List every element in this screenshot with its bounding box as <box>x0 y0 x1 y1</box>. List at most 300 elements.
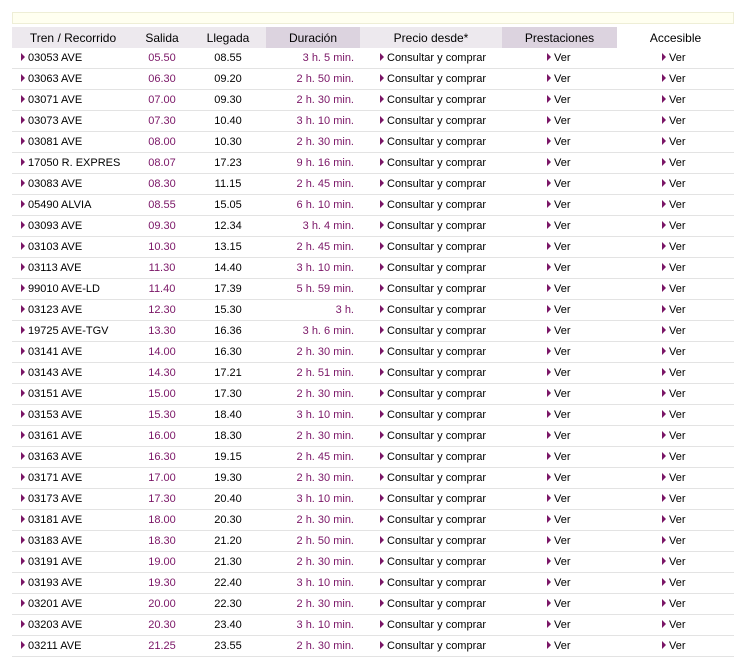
triangle-right-icon <box>380 347 384 355</box>
services-view-link[interactable] <box>547 220 571 232</box>
services-view-label: Ver <box>554 178 571 190</box>
price-consult-label: Consultar y comprar <box>387 514 487 526</box>
price-consult-cell <box>360 552 502 573</box>
price-consult-link[interactable] <box>380 619 486 631</box>
accessible-view-label: Ver <box>669 598 686 610</box>
triangle-right-icon <box>547 242 551 250</box>
triangle-right-icon <box>380 95 384 103</box>
triangle-right-icon <box>547 347 551 355</box>
triangle-right-icon <box>662 53 666 61</box>
services-view-cell <box>502 174 617 195</box>
duration: 2 h. 45 min. <box>266 447 360 468</box>
services-view-label: Ver <box>554 136 571 148</box>
train-link[interactable] <box>21 535 82 547</box>
accessible-view-link[interactable] <box>662 157 686 169</box>
price-consult-cell <box>360 636 502 657</box>
services-view-link[interactable] <box>547 136 571 148</box>
train-link[interactable] <box>21 283 100 295</box>
price-consult-link[interactable] <box>380 220 486 232</box>
services-view-cell <box>502 195 617 216</box>
train-link[interactable] <box>21 493 82 505</box>
accessible-view-link[interactable] <box>662 94 686 106</box>
arrival-time: 15.05 <box>190 195 266 216</box>
accessible-view-label: Ver <box>669 367 686 379</box>
services-view-link[interactable] <box>547 619 571 631</box>
train-cell <box>12 342 134 363</box>
train-cell <box>12 174 134 195</box>
triangle-right-icon <box>547 95 551 103</box>
price-consult-link[interactable] <box>380 598 486 610</box>
departure-time: 19.00 <box>134 552 190 573</box>
accessible-view-link[interactable] <box>662 598 686 610</box>
price-consult-cell <box>360 258 502 279</box>
train-link[interactable] <box>21 472 82 484</box>
price-consult-link[interactable] <box>380 535 486 547</box>
price-consult-label: Consultar y comprar <box>387 451 487 463</box>
accessible-view-link[interactable] <box>662 346 686 358</box>
departure-time: 16.30 <box>134 447 190 468</box>
accessible-view-cell <box>617 426 734 447</box>
arrival-time: 09.30 <box>190 90 266 111</box>
table-row <box>12 300 734 321</box>
price-consult-cell <box>360 531 502 552</box>
duration: 3 h. 10 min. <box>266 258 360 279</box>
duration: 5 h. 59 min. <box>266 279 360 300</box>
price-consult-cell <box>360 594 502 615</box>
departure-time: 06.30 <box>134 69 190 90</box>
triangle-right-icon <box>547 74 551 82</box>
price-consult-cell <box>360 510 502 531</box>
services-view-link[interactable] <box>547 577 571 589</box>
triangle-right-icon <box>662 389 666 397</box>
price-consult-link[interactable] <box>380 241 486 253</box>
accessible-view-link[interactable] <box>662 451 686 463</box>
triangle-right-icon <box>662 620 666 628</box>
departure-time: 08.00 <box>134 132 190 153</box>
accessible-view-cell <box>617 69 734 90</box>
triangle-right-icon <box>547 200 551 208</box>
triangle-right-icon <box>547 284 551 292</box>
services-view-link[interactable] <box>547 388 571 400</box>
train-cell <box>12 573 134 594</box>
accessible-view-cell <box>617 573 734 594</box>
train-link[interactable] <box>21 262 81 274</box>
services-view-cell <box>502 216 617 237</box>
duration: 2 h. 30 min. <box>266 342 360 363</box>
train-link[interactable] <box>21 598 82 610</box>
accessible-view-cell <box>617 552 734 573</box>
triangle-right-icon <box>21 116 25 124</box>
triangle-right-icon <box>662 557 666 565</box>
duration: 2 h. 30 min. <box>266 636 360 657</box>
price-consult-link[interactable] <box>380 73 486 85</box>
train-link[interactable] <box>21 157 120 169</box>
train-link[interactable] <box>21 304 82 316</box>
accessible-view-link[interactable] <box>662 493 686 505</box>
price-consult-cell <box>360 132 502 153</box>
services-view-label: Ver <box>554 472 571 484</box>
triangle-right-icon <box>662 326 666 334</box>
top-bar <box>12 12 734 24</box>
accessible-view-link[interactable] <box>662 262 686 274</box>
triangle-right-icon <box>662 494 666 502</box>
triangle-right-icon <box>662 158 666 166</box>
services-view-link[interactable] <box>547 535 571 547</box>
price-consult-link[interactable] <box>380 199 486 211</box>
services-view-link[interactable] <box>547 304 571 316</box>
triangle-right-icon <box>662 578 666 586</box>
accessible-view-link[interactable] <box>662 535 686 547</box>
services-view-label: Ver <box>554 52 571 64</box>
triangle-right-icon <box>21 347 25 355</box>
header-price: Precio desde* <box>360 27 502 48</box>
triangle-right-icon <box>662 242 666 250</box>
triangle-right-icon <box>21 221 25 229</box>
triangle-right-icon <box>21 242 25 250</box>
train-cell <box>12 636 134 657</box>
departure-time: 07.00 <box>134 90 190 111</box>
triangle-right-icon <box>662 473 666 481</box>
price-consult-label: Consultar y comprar <box>387 157 487 169</box>
accessible-view-link[interactable] <box>662 199 686 211</box>
price-consult-cell <box>360 573 502 594</box>
price-consult-link[interactable] <box>380 556 486 568</box>
accessible-view-cell <box>617 237 734 258</box>
departure-time: 18.30 <box>134 531 190 552</box>
price-consult-cell <box>360 111 502 132</box>
duration: 3 h. 10 min. <box>266 111 360 132</box>
services-view-cell <box>502 153 617 174</box>
triangle-right-icon <box>21 578 25 586</box>
accessible-view-label: Ver <box>669 577 686 589</box>
accessible-view-link[interactable] <box>662 640 686 652</box>
services-view-link[interactable] <box>547 367 571 379</box>
accessible-view-label: Ver <box>669 136 686 148</box>
train-link[interactable] <box>21 619 82 631</box>
accessible-view-link[interactable] <box>662 388 686 400</box>
train-link[interactable] <box>21 367 82 379</box>
price-consult-link[interactable] <box>380 304 486 316</box>
accessible-view-link[interactable] <box>662 73 686 85</box>
services-view-link[interactable] <box>547 241 571 253</box>
triangle-right-icon <box>380 410 384 418</box>
train-link[interactable] <box>21 640 81 652</box>
services-view-label: Ver <box>554 325 571 337</box>
train-label: 05490 ALVIA <box>28 199 92 211</box>
departure-time: 17.00 <box>134 468 190 489</box>
duration: 2 h. 45 min. <box>266 237 360 258</box>
services-view-link[interactable] <box>547 514 571 526</box>
duration: 2 h. 30 min. <box>266 384 360 405</box>
train-link[interactable] <box>21 199 91 211</box>
price-consult-label: Consultar y comprar <box>387 346 487 358</box>
accessible-view-label: Ver <box>669 409 686 421</box>
train-link[interactable] <box>21 115 82 127</box>
train-link[interactable] <box>21 241 82 253</box>
services-view-cell <box>502 384 617 405</box>
train-label: 03073 AVE <box>28 115 83 127</box>
departure-time: 11.40 <box>134 279 190 300</box>
price-consult-cell <box>360 279 502 300</box>
train-cell <box>12 321 134 342</box>
triangle-right-icon <box>547 305 551 313</box>
services-view-label: Ver <box>554 409 571 421</box>
accessible-view-label: Ver <box>669 94 686 106</box>
table-row <box>12 279 734 300</box>
accessible-view-link[interactable] <box>662 304 686 316</box>
services-view-link[interactable] <box>547 556 571 568</box>
train-link[interactable] <box>21 430 82 442</box>
accessible-view-label: Ver <box>669 451 686 463</box>
price-consult-link[interactable] <box>380 409 486 421</box>
accessible-view-link[interactable] <box>662 241 686 253</box>
triangle-right-icon <box>662 263 666 271</box>
services-view-label: Ver <box>554 304 571 316</box>
train-label: 99010 AVE-LD <box>28 283 100 295</box>
table-row <box>12 489 734 510</box>
departure-time: 15.00 <box>134 384 190 405</box>
price-consult-cell <box>360 321 502 342</box>
train-link[interactable] <box>21 577 82 589</box>
price-consult-link[interactable] <box>380 472 486 484</box>
train-cell <box>12 132 134 153</box>
services-view-link[interactable] <box>547 199 571 211</box>
accessible-view-cell <box>617 195 734 216</box>
price-consult-link[interactable] <box>380 283 486 295</box>
train-link[interactable] <box>21 409 82 421</box>
triangle-right-icon <box>547 263 551 271</box>
price-consult-label: Consultar y comprar <box>387 241 487 253</box>
triangle-right-icon <box>21 410 25 418</box>
triangle-right-icon <box>21 641 25 649</box>
train-cell <box>12 552 134 573</box>
duration: 2 h. 50 min. <box>266 531 360 552</box>
triangle-right-icon <box>21 53 25 61</box>
price-consult-label: Consultar y comprar <box>387 304 487 316</box>
triangle-right-icon <box>21 389 25 397</box>
train-label: 03211 AVE <box>28 640 82 652</box>
services-view-link[interactable] <box>547 157 571 169</box>
triangle-right-icon <box>547 368 551 376</box>
price-consult-link[interactable] <box>380 493 486 505</box>
price-consult-link[interactable] <box>380 514 486 526</box>
header-arrival: Llegada <box>190 27 266 48</box>
triangle-right-icon <box>547 536 551 544</box>
arrival-time: 17.39 <box>190 279 266 300</box>
accessible-view-cell <box>617 153 734 174</box>
train-label: 03153 AVE <box>28 409 83 421</box>
accessible-view-label: Ver <box>669 178 686 190</box>
train-link[interactable] <box>21 514 82 526</box>
price-consult-cell <box>360 342 502 363</box>
train-label: 03143 AVE <box>28 367 83 379</box>
services-view-link[interactable] <box>547 73 571 85</box>
accessible-view-link[interactable] <box>662 409 686 421</box>
train-link[interactable] <box>21 220 82 232</box>
table-row <box>12 237 734 258</box>
services-view-link[interactable] <box>547 346 571 358</box>
price-consult-link[interactable] <box>380 94 486 106</box>
services-view-link[interactable] <box>547 430 571 442</box>
price-consult-label: Consultar y comprar <box>387 535 487 547</box>
train-link[interactable] <box>21 556 82 568</box>
triangle-right-icon <box>547 221 551 229</box>
triangle-right-icon <box>662 221 666 229</box>
accessible-view-label: Ver <box>669 619 686 631</box>
triangle-right-icon <box>380 53 384 61</box>
train-link[interactable] <box>21 136 82 148</box>
services-view-link[interactable] <box>547 640 571 652</box>
price-consult-link[interactable] <box>380 367 486 379</box>
services-view-cell <box>502 405 617 426</box>
services-view-cell <box>502 615 617 636</box>
price-consult-link[interactable] <box>380 52 486 64</box>
price-consult-link[interactable] <box>380 451 486 463</box>
accessible-view-link[interactable] <box>662 430 686 442</box>
price-consult-link[interactable] <box>380 115 486 127</box>
services-view-cell <box>502 279 617 300</box>
train-link[interactable] <box>21 325 109 337</box>
triangle-right-icon <box>662 410 666 418</box>
services-view-link[interactable] <box>547 178 571 190</box>
services-view-link[interactable] <box>547 598 571 610</box>
table-row <box>12 48 734 69</box>
train-link[interactable] <box>21 451 82 463</box>
train-cell <box>12 447 134 468</box>
services-view-label: Ver <box>554 577 571 589</box>
train-link[interactable] <box>21 178 82 190</box>
services-view-cell <box>502 321 617 342</box>
accessible-view-link[interactable] <box>662 283 686 295</box>
services-view-cell <box>502 300 617 321</box>
accessible-view-link[interactable] <box>662 220 686 232</box>
triangle-right-icon <box>380 326 384 334</box>
accessible-view-cell <box>617 384 734 405</box>
accessible-view-label: Ver <box>669 157 686 169</box>
services-view-cell <box>502 489 617 510</box>
services-view-link[interactable] <box>547 409 571 421</box>
duration: 2 h. 45 min. <box>266 174 360 195</box>
triangle-right-icon <box>380 200 384 208</box>
price-consult-label: Consultar y comprar <box>387 619 487 631</box>
services-view-link[interactable] <box>547 325 571 337</box>
accessible-view-link[interactable] <box>662 136 686 148</box>
train-cell <box>12 111 134 132</box>
duration: 3 h. <box>266 300 360 321</box>
services-view-link[interactable] <box>547 451 571 463</box>
train-link[interactable] <box>21 346 82 358</box>
accessible-view-link[interactable] <box>662 577 686 589</box>
triangle-right-icon <box>662 368 666 376</box>
price-consult-link[interactable] <box>380 157 486 169</box>
train-label: 03193 AVE <box>28 577 83 589</box>
arrival-time: 08.55 <box>190 48 266 69</box>
train-label: 03173 AVE <box>28 493 83 505</box>
train-cell <box>12 279 134 300</box>
services-view-label: Ver <box>554 451 571 463</box>
train-label: 03183 AVE <box>28 535 83 547</box>
table-body <box>12 48 734 657</box>
triangle-right-icon <box>662 599 666 607</box>
accessible-view-cell <box>617 279 734 300</box>
accessible-view-link[interactable] <box>662 115 686 127</box>
accessible-view-cell <box>617 510 734 531</box>
train-link[interactable] <box>21 52 82 64</box>
arrival-time: 21.20 <box>190 531 266 552</box>
services-view-link[interactable] <box>547 94 571 106</box>
services-view-link[interactable] <box>547 283 571 295</box>
header-accessible: Accesible <box>617 27 734 48</box>
services-view-label: Ver <box>554 115 571 127</box>
triangle-right-icon <box>547 137 551 145</box>
price-consult-link[interactable] <box>380 136 486 148</box>
triangle-right-icon <box>662 536 666 544</box>
services-view-cell <box>502 573 617 594</box>
train-link[interactable] <box>21 73 82 85</box>
services-view-link[interactable] <box>547 52 571 64</box>
price-consult-cell <box>360 405 502 426</box>
price-consult-link[interactable] <box>380 178 486 190</box>
accessible-view-link[interactable] <box>662 325 686 337</box>
triangle-right-icon <box>21 137 25 145</box>
price-consult-link[interactable] <box>380 640 486 652</box>
duration: 2 h. 30 min. <box>266 426 360 447</box>
price-consult-link[interactable] <box>380 430 486 442</box>
duration: 3 h. 10 min. <box>266 573 360 594</box>
price-consult-link[interactable] <box>380 262 486 274</box>
duration: 3 h. 6 min. <box>266 321 360 342</box>
services-view-cell <box>502 594 617 615</box>
services-view-link[interactable] <box>547 493 571 505</box>
arrival-time: 17.21 <box>190 363 266 384</box>
accessible-view-link[interactable] <box>662 178 686 190</box>
triangle-right-icon <box>21 473 25 481</box>
accessible-view-link[interactable] <box>662 619 686 631</box>
price-consult-link[interactable] <box>380 577 486 589</box>
arrival-time: 14.40 <box>190 258 266 279</box>
arrival-time: 22.30 <box>190 594 266 615</box>
train-link[interactable] <box>21 388 82 400</box>
accessible-view-link[interactable] <box>662 472 686 484</box>
services-view-cell <box>502 132 617 153</box>
price-consult-label: Consultar y comprar <box>387 178 487 190</box>
accessible-view-link[interactable] <box>662 514 686 526</box>
train-cell <box>12 258 134 279</box>
triangle-right-icon <box>380 179 384 187</box>
services-view-link[interactable] <box>547 262 571 274</box>
services-view-label: Ver <box>554 220 571 232</box>
services-view-link[interactable] <box>547 115 571 127</box>
services-view-link[interactable] <box>547 472 571 484</box>
price-consult-label: Consultar y comprar <box>387 388 487 400</box>
train-link[interactable] <box>21 94 82 106</box>
train-label: 03113 AVE <box>28 262 82 274</box>
table-row <box>12 552 734 573</box>
arrival-time: 22.40 <box>190 573 266 594</box>
price-consult-link[interactable] <box>380 388 486 400</box>
price-consult-label: Consultar y comprar <box>387 199 487 211</box>
accessible-view-link[interactable] <box>662 367 686 379</box>
price-consult-cell <box>360 468 502 489</box>
services-view-cell <box>502 426 617 447</box>
accessible-view-link[interactable] <box>662 52 686 64</box>
price-consult-cell <box>360 69 502 90</box>
table-row <box>12 342 734 363</box>
price-consult-link[interactable] <box>380 325 486 337</box>
accessible-view-link[interactable] <box>662 556 686 568</box>
departure-time: 12.30 <box>134 300 190 321</box>
price-consult-link[interactable] <box>380 346 486 358</box>
